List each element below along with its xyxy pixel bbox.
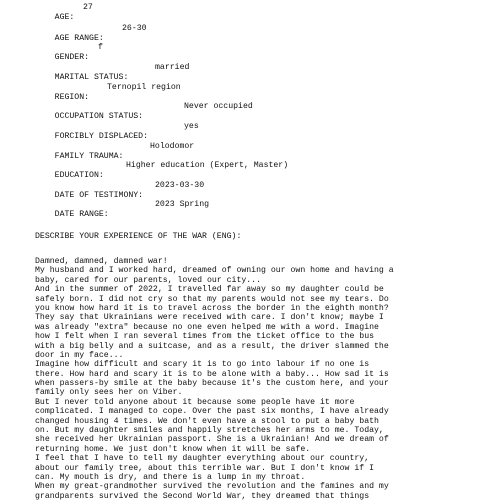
testimony-text	[35, 257, 485, 500]
field-value: f	[98, 43, 103, 52]
field-label: AGE:	[54, 13, 75, 22]
testimony-line: about our family tree, about this terrible war. But I don't know if I	[35, 463, 375, 473]
testimony-line: there. How hard and scary it is to be alone with a baby... How sad it is	[35, 369, 389, 379]
field-label: DATE RANGE:	[54, 210, 109, 219]
testimony-line: door in my face...	[35, 350, 124, 360]
field-value: Holodomor	[150, 142, 195, 151]
field-label: FORCIBLY DISPLACED:	[54, 132, 149, 141]
testimony-line: My husband and I worked hard, dreamed of owning our own home and having a	[35, 266, 394, 276]
testimony-line: complicated. I managed to cope. Over the past six months, I have already	[35, 407, 389, 417]
field-label: DATE OF TESTIMONY:	[54, 191, 144, 200]
field-value: 2023-03-30	[155, 181, 205, 190]
testimony-line: And in the summer of 2022, I travelled far away so my daughter could be	[35, 285, 384, 295]
testimony-line: When my great-grandmother survived the revolution and the famines and my	[35, 482, 389, 492]
testimony-line: you know how hard it is to travel across the border in the eighth month?	[35, 303, 389, 313]
testimony-line: returning home. We just don't know when it will be safe.	[35, 444, 311, 454]
field-label: MARITAL STATUS:	[54, 73, 129, 82]
testimony-line: was already "extra" because no one even helped me with a word. Imagine	[35, 322, 379, 332]
testimony-line: when passers-by smile at the baby because it's the custom here, and your	[35, 379, 389, 389]
field-label: EDUCATION:	[54, 171, 104, 180]
testimony-line: Imagine how difficult and scary it is to go into labour if no one is	[35, 360, 370, 370]
testimony-line: family only sees her on Viber.	[35, 388, 183, 398]
testimony-line: grandparents survived the Second World War, they dreamed that things	[35, 491, 370, 500]
field-value: married	[155, 63, 190, 72]
field-value: yes	[184, 122, 199, 131]
field-value: Ternopil region	[107, 83, 181, 92]
field-label: FAMILY TRAUMA:	[54, 152, 124, 161]
testimony-line: Damned, damned, damned war!	[35, 257, 168, 266]
testimony-line: But I never told anyone about it because some people have it more	[35, 397, 355, 407]
testimony-line: how I felt when I ran several times from the ticket office to the bus	[35, 332, 375, 342]
testimony-line: she received her Ukrainian passport. She is a Ukrainian! And we dream of	[35, 435, 389, 445]
testimony-line: baby, cared for our parents, loved our city...	[35, 275, 262, 285]
field-value: Never occupied	[184, 102, 253, 111]
field-value: Higher education (Expert, Master)	[126, 161, 289, 170]
testimony-line: changed housing 4 times. We don't even have a stool to put a baby bath	[35, 416, 379, 426]
testimony-line: safely born. I did not cry so that my parents would not see my tears. Do	[35, 294, 389, 304]
testimony-line: on. But my daughter smiles and happily stretches her arms to me. Today,	[35, 426, 384, 436]
field-label: GENDER:	[54, 53, 90, 62]
field-value: 26-30	[122, 24, 147, 33]
testimony-line: can. My mouth is dry, and there is a lump in my throat.	[35, 472, 306, 482]
field-label: REGION:	[54, 93, 90, 102]
question-prompt: DESCRIBE YOUR EXPERIENCE OF THE WAR (ENG):	[35, 232, 242, 241]
field-label: OCCUPATION STATUS:	[54, 112, 144, 121]
testimony-line: with a big belly and a suitcase, and as a result, the driver slammed the	[35, 341, 389, 351]
testimony-line: They say that Ukrainians were received with care. I don't know; maybe I	[35, 313, 384, 323]
field-value: 2023 Spring	[155, 200, 210, 209]
testimony-line: I feel that I have to tell my daughter everything about our country,	[35, 454, 370, 464]
field-value: 27	[83, 3, 93, 12]
field-label: AGE RANGE:	[54, 34, 104, 43]
